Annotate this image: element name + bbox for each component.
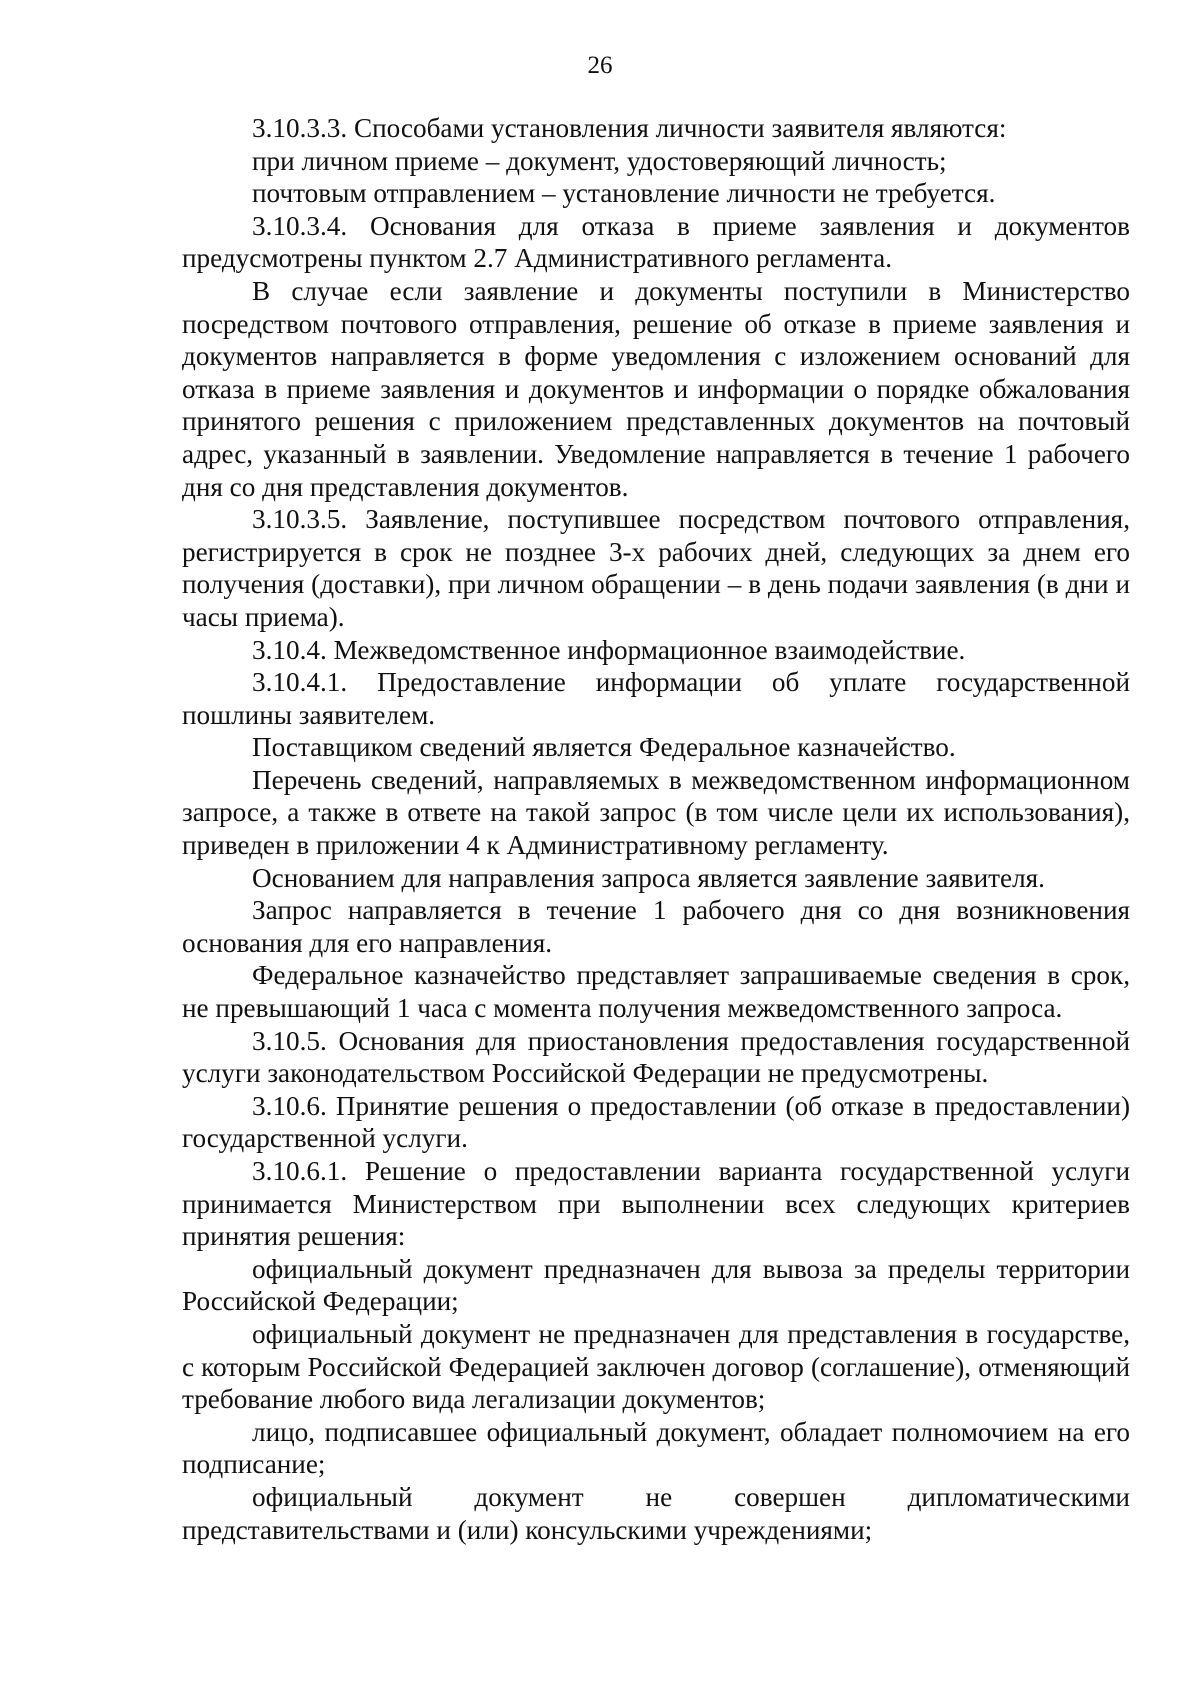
paragraph-postal-delivery: почтовым отправлением – установление личности не требуется. xyxy=(252,178,996,209)
paragraph-3-10-4: 3.10.4. Межведомственное информационное взаимодействие. xyxy=(252,634,966,665)
paragraph-3-10-5: 3.10.5. Основания для приостановления предоставления государственной услуги законодательством Российской Федерации не предусмотрены. xyxy=(182,1025,1130,1089)
paragraph-3-10-4-1: 3.10.4.1. Предоставление информации об уплате государственной пошлины заявителем. xyxy=(182,667,1130,730)
paragraph-information-supplier: Поставщиком сведений является Федеральное казначейство. xyxy=(252,732,956,763)
page-number: 26 xyxy=(587,52,613,79)
paragraph-3-10-3-4: 3.10.3.4. Основания для отказа в приеме заявления и документов предусмотрены пунктом 2.7 Административного регламента. xyxy=(182,210,1130,274)
paragraph-personal-reception: при личном приеме – документ, удостоверяющий личность; xyxy=(252,145,947,176)
paragraph-3-10-6: 3.10.6. Принятие решения о предоставлении (об отказе в предоставлении) государственной услуги. xyxy=(182,1090,1130,1154)
paragraph-request-deadline: Запрос направляется в течение 1 рабочего дня со дня возникновения основания для его направления. xyxy=(182,895,1130,958)
paragraph-information-list: Перечень сведений, направляемых в межведомственном информационном запросе, а также в ответе на такой запрос (в том числе цели их использования), приведен в приложении 4 к Административному регламенту. xyxy=(182,764,1130,861)
criterion-export-abroad: официальный документ предназначен для вывоза за пределы территории Российской Федерации; xyxy=(182,1253,1130,1317)
paragraph-request-basis: Основанием для направления запроса является заявление заявителя. xyxy=(252,862,1045,893)
paragraph-refusal-notification: В случае если заявление и документы поступили в Министерство посредством почтового отправления, решение об отказе в приеме заявления и документов направляется в форме уведомления с изложением оснований для отказа в приеме заявления и документов и информации о порядке обжалования принятого решения с приложением представленных документов на почтовый адрес, указанный в заявлении. Уведомление направляется в течение 1 рабочего дня со дня представления документов. xyxy=(182,275,1130,502)
criterion-consular-origin: официальный документ не совершен дипломатическими представительствами и (или) консульскими учреждениями; xyxy=(182,1481,1130,1545)
criterion-legalization-treaty: официальный документ не предназначен для представления в государстве, с которым Российской Федерацией заключен договор (соглашение), отменяющий требование любого вида легализации документов; xyxy=(182,1318,1130,1415)
paragraph-treasury-response: Федеральное казначейство представляет запрашиваемые сведения в срок, не превышающий 1 часа с момента получения межведомственного запроса. xyxy=(182,960,1130,1024)
paragraph-3-10-3-5: 3.10.3.5. Заявление, поступившее посредством почтового отправления, регистрируется в срок не позднее 3-х рабочих дней, следующих за днем его получения (доставки), при личном обращении – в день подачи заявления (в дни и часы приема). xyxy=(182,504,1130,632)
paragraph-3-10-6-1: 3.10.6.1. Решение о предоставлении варианта государственной услуги принимается Министерством при выполнении всех следующих критериев принятия решения: xyxy=(182,1156,1130,1252)
document-body xyxy=(182,112,1130,1546)
paragraph-3-10-3-3: 3.10.3.3. Способами установления личности заявителя являются: xyxy=(252,113,1007,143)
criterion-signer-authority: лицо, подписавшее официальный документ, обладает полномочием на его подписание; xyxy=(182,1416,1130,1480)
